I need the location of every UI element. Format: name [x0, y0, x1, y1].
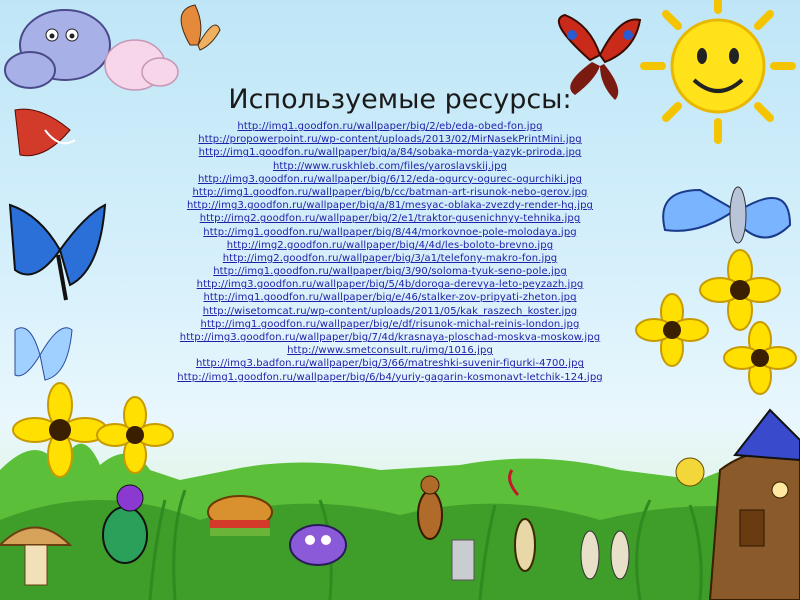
resource-link[interactable]: http://propowerpoint.ru/wp-content/uploads/2013/02/MirNasekPrintMini.jpg [198, 134, 582, 146]
list-item [140, 315, 640, 328]
list-item [140, 117, 640, 130]
resource-link[interactable]: http://img3.goodfon.ru/wallpaper/big/7/4d/krasnaya-ploschad-moskva-moskow.jpg [179, 332, 601, 343]
flower-icon [636, 294, 708, 366]
list-item [140, 157, 640, 170]
slide-title: Используемые ресурсы: [228, 84, 572, 115]
spider-icon [290, 525, 346, 565]
resource-link[interactable]: http://img3.goodfon.ru/wallpaper/big/6/12/eda-ogurcy-ogurec-ogurchiki.jpg [197, 173, 583, 185]
flower-icon [724, 322, 796, 394]
resource-links-list [140, 117, 640, 381]
butterfly-icon [15, 328, 72, 380]
list-item [140, 275, 640, 291]
sun-icon [644, 0, 792, 140]
resource-link[interactable]: http://img1.goodfon.ru/wallpaper/big/b/cc/batman-art-risunok-nebo-gerov.jpg [192, 186, 588, 198]
resource-link[interactable]: http://img1.goodfon.ru/wallpaper/big/8/44/morkovnoe-pole-molodaya.jpg [203, 226, 577, 238]
list-item [140, 223, 640, 236]
flower-icon [700, 250, 780, 330]
list-item [140, 196, 640, 212]
list-item [140, 130, 640, 146]
resource-link[interactable]: http://img2.goodfon.ru/wallpaper/big/2/e1/traktor-gusenichnyy-tehnika.jpg [199, 213, 581, 225]
list-item [140, 354, 640, 370]
list-item [140, 170, 640, 183]
cloud-monster-icon [5, 10, 178, 90]
list-item [140, 249, 640, 262]
burger-icon [208, 496, 272, 536]
resource-link[interactable]: http://img3.goodfon.ru/wallpaper/big/a/81/mesyac-oblaka-zvezdy-render-hq.jpg [186, 200, 594, 212]
list-item [140, 209, 640, 225]
butterfly-icon [15, 109, 75, 156]
butterfly-icon [10, 205, 105, 300]
resource-link[interactable]: http://img1.goodfon.ru/wallpaper/big/a/84/sobaka-morda-yazyk-priroda.jpg [198, 147, 582, 159]
list-item [140, 183, 640, 196]
resource-link[interactable]: http://img2.goodfon.ru/wallpaper/big/3/a1/telefony-makro-fon.jpg [222, 252, 558, 264]
resource-link[interactable]: http://img1.goodfon.ru/wallpaper/big/6/b4/yuriy-gagarin-kosmonavt-letchik-124.jpg [177, 371, 603, 383]
list-item [140, 143, 640, 159]
list-item [140, 288, 640, 304]
resource-link[interactable]: http://www.smetconsult.ru/img/1016.jpg [287, 345, 493, 357]
resource-link[interactable]: http://wisetomcat.ru/wp-content/uploads/2011/05/kak_raszech_koster.jpg [202, 305, 578, 317]
resource-link[interactable]: http://img1.goodfon.ru/wallpaper/big/e/df/risunok-michal-reinis-london.jpg [200, 318, 580, 330]
resource-link[interactable]: http://img2.goodfon.ru/wallpaper/big/4/4d/les-boloto-brevno.jpg [226, 239, 554, 251]
resource-link[interactable]: http://img1.goodfon.ru/wallpaper/big/2/eb/eda-obed-fon.jpg [237, 121, 543, 132]
resource-link[interactable]: http://www.ruskhleb.com/files/yaroslavskij.jpg [272, 160, 508, 172]
resource-link[interactable]: http://img3.goodfon.ru/wallpaper/big/5/4b/doroga-derevya-leto-peyzazh.jpg [196, 279, 584, 291]
butterfly-icon [181, 5, 220, 50]
insect-icon [663, 187, 790, 243]
resource-link[interactable]: http://img1.goodfon.ru/wallpaper/big/e/46/stalker-zov-pripyati-zheton.jpg [203, 292, 577, 304]
list-item [140, 262, 640, 278]
list-item [140, 328, 640, 341]
list-item [140, 368, 640, 381]
resource-link[interactable]: http://img1.goodfon.ru/wallpaper/big/3/90/soloma-tyuk-seno-pole.jpg [213, 266, 567, 278]
resource-link[interactable]: http://img3.badfon.ru/wallpaper/big/3/66/matreshki-suvenir-figurki-4700.jpg [195, 358, 585, 370]
list-item [140, 341, 640, 357]
list-item [140, 302, 640, 315]
